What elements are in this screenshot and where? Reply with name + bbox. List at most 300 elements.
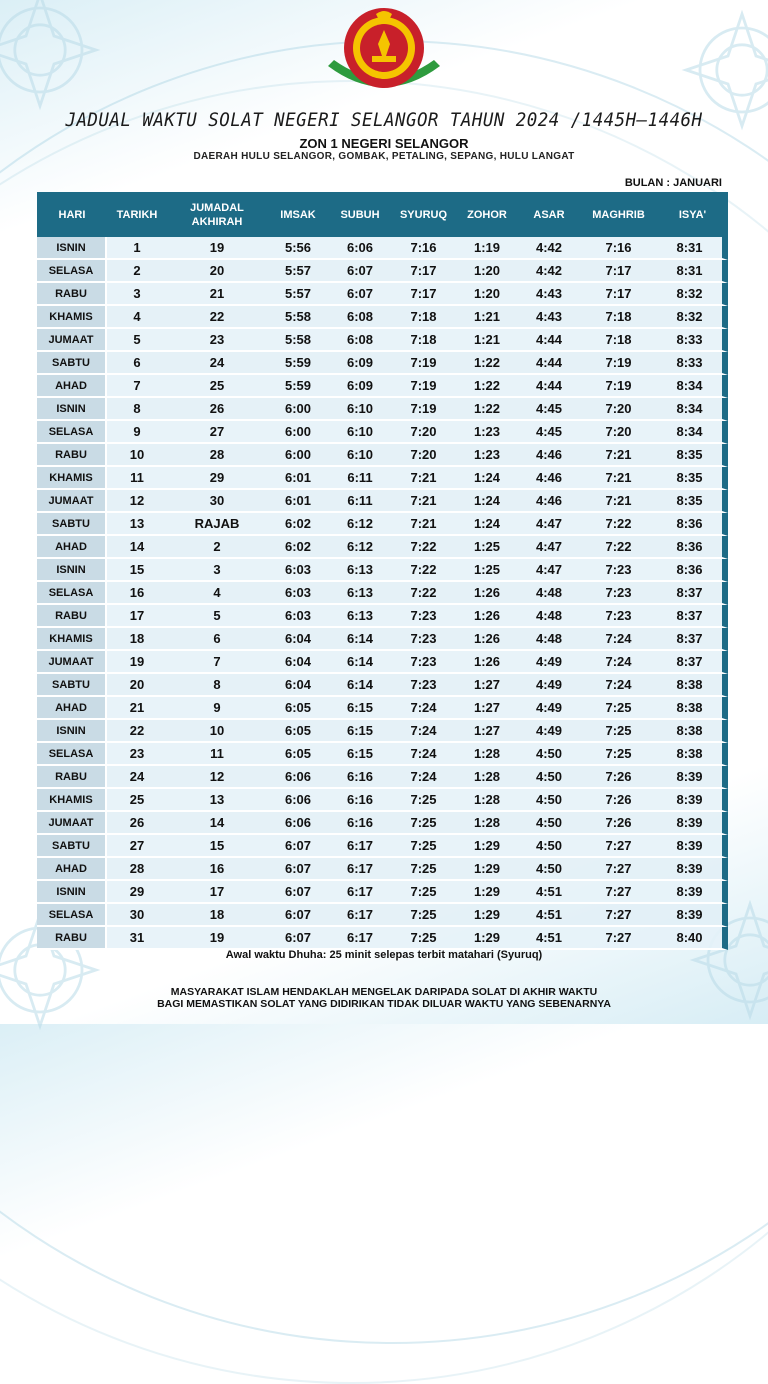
table-cell: 4:51: [518, 927, 580, 950]
table-cell: 8:38: [657, 697, 728, 720]
table-cell: 6:06: [329, 237, 391, 260]
table-cell: 5: [167, 605, 267, 628]
table-cell: 6:16: [329, 789, 391, 812]
table-cell: 4:48: [518, 628, 580, 651]
table-cell: 6:17: [329, 881, 391, 904]
table-row: [37, 237, 728, 260]
table-cell: 20: [107, 674, 167, 697]
table-cell: 16: [167, 858, 267, 881]
table-cell: 21: [107, 697, 167, 720]
table-cell: 21: [167, 283, 267, 306]
dhuha-note: Awal waktu Dhuha: 25 minit selepas terbit matahari (Syuruq): [225, 949, 543, 961]
table-cell: 6:16: [329, 766, 391, 789]
table-cell: 28: [107, 858, 167, 881]
table-cell: 4:42: [518, 237, 580, 260]
table-cell: 6:15: [329, 720, 391, 743]
table-cell: 8:36: [657, 513, 728, 536]
table-cell: 31: [107, 927, 167, 950]
table-cell: 1:20: [456, 283, 518, 306]
table-cell: 7:25: [391, 927, 456, 950]
table-cell: 6:03: [267, 582, 329, 605]
table-cell: 8:34: [657, 398, 728, 421]
table-cell: 6:17: [329, 858, 391, 881]
table-cell: 13: [167, 789, 267, 812]
table-cell: 4:46: [518, 444, 580, 467]
table-cell: 8:32: [657, 306, 728, 329]
table-cell: 7:26: [580, 812, 657, 835]
table-cell: 29: [107, 881, 167, 904]
month-label: BULAN : JANUARI: [624, 177, 722, 189]
table-cell: 4: [107, 306, 167, 329]
table-cell: 7:20: [391, 421, 456, 444]
table-cell: 8:37: [657, 582, 728, 605]
table-cell: 8: [167, 674, 267, 697]
column-header: SUBUH: [329, 192, 391, 237]
table-cell: 9: [167, 697, 267, 720]
table-cell: 26: [167, 398, 267, 421]
table-cell: 8:40: [657, 927, 728, 950]
table-cell: 6:04: [267, 674, 329, 697]
table-cell: 10: [107, 444, 167, 467]
table-cell: 1:25: [456, 536, 518, 559]
table-cell: 7:25: [580, 720, 657, 743]
day-cell: SELASA: [37, 743, 107, 766]
table-cell: 8:39: [657, 835, 728, 858]
table-cell: 8:37: [657, 628, 728, 651]
table-cell: 6:00: [267, 444, 329, 467]
table-row: [37, 490, 728, 513]
column-header: JUMADAL AKHIRAH: [167, 192, 267, 237]
table-cell: 4:48: [518, 582, 580, 605]
table-cell: 1:24: [456, 513, 518, 536]
table-cell: RAJAB: [167, 513, 267, 536]
table-row: [37, 329, 728, 352]
table-row: [37, 651, 728, 674]
table-row: [37, 720, 728, 743]
table-cell: 8:39: [657, 858, 728, 881]
table-cell: 4:50: [518, 743, 580, 766]
table-cell: 5:59: [267, 375, 329, 398]
table-row: [37, 674, 728, 697]
table-cell: 8:38: [657, 720, 728, 743]
table-cell: 6:04: [267, 628, 329, 651]
column-header: TARIKH: [107, 192, 167, 237]
table-cell: 1:27: [456, 720, 518, 743]
day-cell: RABU: [37, 444, 107, 467]
column-header: ISYA': [657, 192, 728, 237]
day-cell: RABU: [37, 605, 107, 628]
table-cell: 7:21: [391, 513, 456, 536]
table-cell: 7:25: [391, 835, 456, 858]
table-cell: 7:23: [391, 674, 456, 697]
table-cell: 10: [167, 720, 267, 743]
table-cell: 6:07: [267, 858, 329, 881]
table-cell: 8: [107, 398, 167, 421]
table-cell: 7:24: [580, 674, 657, 697]
table-cell: 7:27: [580, 835, 657, 858]
table-cell: 8:35: [657, 444, 728, 467]
day-cell: SELASA: [37, 582, 107, 605]
table-cell: 4:49: [518, 720, 580, 743]
table-cell: 1:26: [456, 605, 518, 628]
table-cell: 7:23: [391, 605, 456, 628]
table-cell: 6:07: [267, 835, 329, 858]
table-cell: 8:34: [657, 421, 728, 444]
column-header: HARI: [37, 192, 107, 237]
table-cell: 7:19: [580, 375, 657, 398]
reminder-line-1: MASYARAKAT ISLAM HENDAKLAH MENGELAK DARIPADA SOLAT DI AKHIR WAKTU: [170, 986, 598, 998]
table-cell: 4:51: [518, 881, 580, 904]
table-cell: 7:21: [580, 444, 657, 467]
table-cell: 8:33: [657, 329, 728, 352]
table-cell: 8:36: [657, 536, 728, 559]
table-cell: 5:58: [267, 306, 329, 329]
table-cell: 7:27: [580, 904, 657, 927]
table-cell: 1:24: [456, 467, 518, 490]
table-cell: 8:37: [657, 605, 728, 628]
table-cell: 7:22: [580, 536, 657, 559]
table-cell: 4: [167, 582, 267, 605]
table-cell: 7:25: [391, 904, 456, 927]
table-cell: 7:24: [391, 697, 456, 720]
table-cell: 1:23: [456, 444, 518, 467]
table-row: [37, 835, 728, 858]
table-row: [37, 881, 728, 904]
day-cell: ISNIN: [37, 720, 107, 743]
table-cell: 4:50: [518, 858, 580, 881]
table-cell: 6:17: [329, 904, 391, 927]
table-cell: 1:27: [456, 697, 518, 720]
page-title: JADUAL WAKTU SOLAT NEGERI SELANGOR TAHUN 2024 /1445H—1446H: [65, 109, 703, 131]
table-row: [37, 743, 728, 766]
table-cell: 1:29: [456, 927, 518, 950]
table-cell: 7:18: [580, 329, 657, 352]
table-cell: 3: [167, 559, 267, 582]
table-cell: 6:14: [329, 674, 391, 697]
day-cell: AHAD: [37, 375, 107, 398]
table-cell: 6:12: [329, 513, 391, 536]
table-cell: 7:23: [580, 605, 657, 628]
table-cell: 8:38: [657, 674, 728, 697]
table-cell: 8:39: [657, 812, 728, 835]
table-cell: 7: [107, 375, 167, 398]
table-cell: 17: [107, 605, 167, 628]
table-header-row: [37, 192, 728, 237]
table-cell: 6:09: [329, 352, 391, 375]
table-cell: 1:20: [456, 260, 518, 283]
zone-heading: ZON 1 NEGERI SELANGOR: [299, 136, 469, 151]
table-cell: 1:29: [456, 835, 518, 858]
table-cell: 5: [107, 329, 167, 352]
table-cell: 7:24: [580, 651, 657, 674]
table-cell: 1:26: [456, 582, 518, 605]
table-cell: 7:27: [580, 927, 657, 950]
table-cell: 1: [107, 237, 167, 260]
table-cell: 19: [107, 651, 167, 674]
table-cell: 6:13: [329, 559, 391, 582]
day-cell: RABU: [37, 766, 107, 789]
table-cell: 6:16: [329, 812, 391, 835]
table-cell: 11: [167, 743, 267, 766]
table-row: [37, 375, 728, 398]
table-row: [37, 766, 728, 789]
table-cell: 7:20: [580, 398, 657, 421]
table-cell: 5:57: [267, 260, 329, 283]
table-row: [37, 536, 728, 559]
table-cell: 7:17: [580, 260, 657, 283]
table-cell: 16: [107, 582, 167, 605]
table-cell: 8:35: [657, 467, 728, 490]
table-cell: 4:47: [518, 513, 580, 536]
table-cell: 4:47: [518, 536, 580, 559]
table-cell: 6:06: [267, 812, 329, 835]
table-cell: 4:46: [518, 490, 580, 513]
table-cell: 26: [107, 812, 167, 835]
table-cell: 4:48: [518, 605, 580, 628]
table-cell: 7:24: [391, 720, 456, 743]
day-cell: KHAMIS: [37, 467, 107, 490]
day-cell: SELASA: [37, 904, 107, 927]
table-row: [37, 444, 728, 467]
table-cell: 6:11: [329, 467, 391, 490]
table-cell: 7:22: [391, 559, 456, 582]
table-cell: 25: [107, 789, 167, 812]
table-cell: 8:31: [657, 260, 728, 283]
table-cell: 8:32: [657, 283, 728, 306]
table-row: [37, 283, 728, 306]
day-cell: AHAD: [37, 858, 107, 881]
table-row: [37, 605, 728, 628]
table-cell: 7:23: [391, 628, 456, 651]
prayer-times-table: [37, 192, 728, 950]
table-cell: 4:50: [518, 812, 580, 835]
table-cell: 5:58: [267, 329, 329, 352]
table-cell: 1:27: [456, 674, 518, 697]
table-cell: 6:11: [329, 490, 391, 513]
table-cell: 7:19: [580, 352, 657, 375]
day-cell: RABU: [37, 283, 107, 306]
table-cell: 7:24: [580, 628, 657, 651]
table-cell: 8:38: [657, 743, 728, 766]
table-cell: 7:21: [580, 490, 657, 513]
table-cell: 6:07: [329, 283, 391, 306]
column-header: IMSAK: [267, 192, 329, 237]
table-cell: 6:09: [329, 375, 391, 398]
table-cell: 6:00: [267, 398, 329, 421]
table-cell: 6:06: [267, 789, 329, 812]
table-row: [37, 789, 728, 812]
day-cell: KHAMIS: [37, 628, 107, 651]
day-cell: ISNIN: [37, 398, 107, 421]
table-cell: 30: [107, 904, 167, 927]
table-cell: 6:10: [329, 444, 391, 467]
table-row: [37, 559, 728, 582]
table-cell: 19: [167, 237, 267, 260]
table-cell: 7:23: [580, 582, 657, 605]
table-cell: 11: [107, 467, 167, 490]
table-cell: 1:28: [456, 766, 518, 789]
table-cell: 1:22: [456, 398, 518, 421]
table-cell: 27: [107, 835, 167, 858]
table-cell: 15: [107, 559, 167, 582]
table-cell: 4:49: [518, 674, 580, 697]
table-row: [37, 467, 728, 490]
table-cell: 6:00: [267, 421, 329, 444]
table-cell: 1:28: [456, 812, 518, 835]
table-cell: 1:22: [456, 375, 518, 398]
table-cell: 14: [107, 536, 167, 559]
table-cell: 7:25: [391, 789, 456, 812]
table-cell: 2: [167, 536, 267, 559]
table-cell: 6:15: [329, 743, 391, 766]
table-cell: 3: [107, 283, 167, 306]
table-cell: 7:25: [391, 812, 456, 835]
day-cell: ISNIN: [37, 237, 107, 260]
table-cell: 7:27: [580, 858, 657, 881]
table-cell: 7:21: [391, 490, 456, 513]
table-cell: 14: [167, 812, 267, 835]
table-row: [37, 260, 728, 283]
table-cell: 5:59: [267, 352, 329, 375]
day-cell: SABTU: [37, 352, 107, 375]
day-cell: SABTU: [37, 835, 107, 858]
table-row: [37, 421, 728, 444]
table-cell: 4:44: [518, 352, 580, 375]
table-cell: 7:26: [580, 789, 657, 812]
table-cell: 6:08: [329, 329, 391, 352]
table-cell: 1:26: [456, 651, 518, 674]
table-cell: 7:20: [391, 444, 456, 467]
table-cell: 6:01: [267, 467, 329, 490]
table-cell: 7:19: [391, 352, 456, 375]
table-cell: 7:22: [580, 513, 657, 536]
table-cell: 7:18: [391, 329, 456, 352]
day-cell: KHAMIS: [37, 789, 107, 812]
column-header: MAGHRIB: [580, 192, 657, 237]
table-cell: 4:43: [518, 283, 580, 306]
table-cell: 4:49: [518, 651, 580, 674]
table-cell: 4:43: [518, 306, 580, 329]
table-row: [37, 697, 728, 720]
table-cell: 4:47: [518, 559, 580, 582]
table-cell: 23: [167, 329, 267, 352]
day-cell: KHAMIS: [37, 306, 107, 329]
day-cell: SELASA: [37, 421, 107, 444]
table-cell: 7:23: [580, 559, 657, 582]
table-cell: 6:04: [267, 651, 329, 674]
table-cell: 6:06: [267, 766, 329, 789]
column-header: ZOHOR: [456, 192, 518, 237]
table-cell: 6: [167, 628, 267, 651]
table-cell: 22: [167, 306, 267, 329]
table-row: [37, 352, 728, 375]
table-cell: 7:17: [391, 283, 456, 306]
table-cell: 7:17: [391, 260, 456, 283]
table-cell: 1:21: [456, 329, 518, 352]
table-row: [37, 927, 728, 950]
day-cell: AHAD: [37, 697, 107, 720]
table-cell: 8:37: [657, 651, 728, 674]
table-cell: 7: [167, 651, 267, 674]
table-cell: 19: [167, 927, 267, 950]
table-cell: 22: [107, 720, 167, 743]
table-cell: 1:29: [456, 858, 518, 881]
table-cell: 12: [167, 766, 267, 789]
table-cell: 7:19: [391, 375, 456, 398]
table-cell: 6:07: [267, 904, 329, 927]
table-cell: 6: [107, 352, 167, 375]
table-cell: 17: [167, 881, 267, 904]
table-row: [37, 513, 728, 536]
table-cell: 8:39: [657, 904, 728, 927]
table-cell: 7:17: [580, 283, 657, 306]
table-cell: 6:03: [267, 605, 329, 628]
state-mufti-crest-icon: [320, 4, 448, 100]
table-row: [37, 904, 728, 927]
table-cell: 7:23: [391, 651, 456, 674]
table-cell: 7:19: [391, 398, 456, 421]
table-cell: 8:39: [657, 881, 728, 904]
day-cell: SABTU: [37, 674, 107, 697]
table-cell: 6:14: [329, 651, 391, 674]
table-cell: 1:24: [456, 490, 518, 513]
table-cell: 1:29: [456, 881, 518, 904]
table-cell: 4:49: [518, 697, 580, 720]
day-cell: ISNIN: [37, 881, 107, 904]
day-cell: RABU: [37, 927, 107, 950]
table-cell: 6:14: [329, 628, 391, 651]
table-cell: 6:05: [267, 697, 329, 720]
table-cell: 8:31: [657, 237, 728, 260]
table-cell: 6:12: [329, 536, 391, 559]
table-cell: 7:22: [391, 582, 456, 605]
table-cell: 6:17: [329, 927, 391, 950]
table-cell: 8:36: [657, 559, 728, 582]
column-header: SYURUQ: [391, 192, 456, 237]
table-cell: 7:18: [580, 306, 657, 329]
table-cell: 6:07: [267, 881, 329, 904]
table-cell: 18: [167, 904, 267, 927]
table-cell: 6:15: [329, 697, 391, 720]
table-cell: 28: [167, 444, 267, 467]
table-cell: 1:22: [456, 352, 518, 375]
table-row: [37, 628, 728, 651]
table-cell: 23: [107, 743, 167, 766]
table-cell: 6:05: [267, 743, 329, 766]
table-cell: 25: [167, 375, 267, 398]
day-cell: SELASA: [37, 260, 107, 283]
table-cell: 1:29: [456, 904, 518, 927]
table-cell: 6:05: [267, 720, 329, 743]
table-cell: 6:03: [267, 559, 329, 582]
table-cell: 5:56: [267, 237, 329, 260]
table-cell: 7:16: [580, 237, 657, 260]
table-cell: 1:28: [456, 743, 518, 766]
table-cell: 7:25: [580, 743, 657, 766]
table-cell: 8:39: [657, 789, 728, 812]
day-cell: JUMAAT: [37, 812, 107, 835]
day-cell: JUMAAT: [37, 329, 107, 352]
table-cell: 1:19: [456, 237, 518, 260]
district-list: DAERAH HULU SELANGOR, GOMBAK, PETALING, SEPANG, HULU LANGAT: [193, 151, 575, 162]
table-cell: 20: [167, 260, 267, 283]
table-cell: 4:50: [518, 766, 580, 789]
table-cell: 6:01: [267, 490, 329, 513]
column-header: ASAR: [518, 192, 580, 237]
table-cell: 15: [167, 835, 267, 858]
table-cell: 7:24: [391, 766, 456, 789]
table-cell: 7:25: [391, 881, 456, 904]
